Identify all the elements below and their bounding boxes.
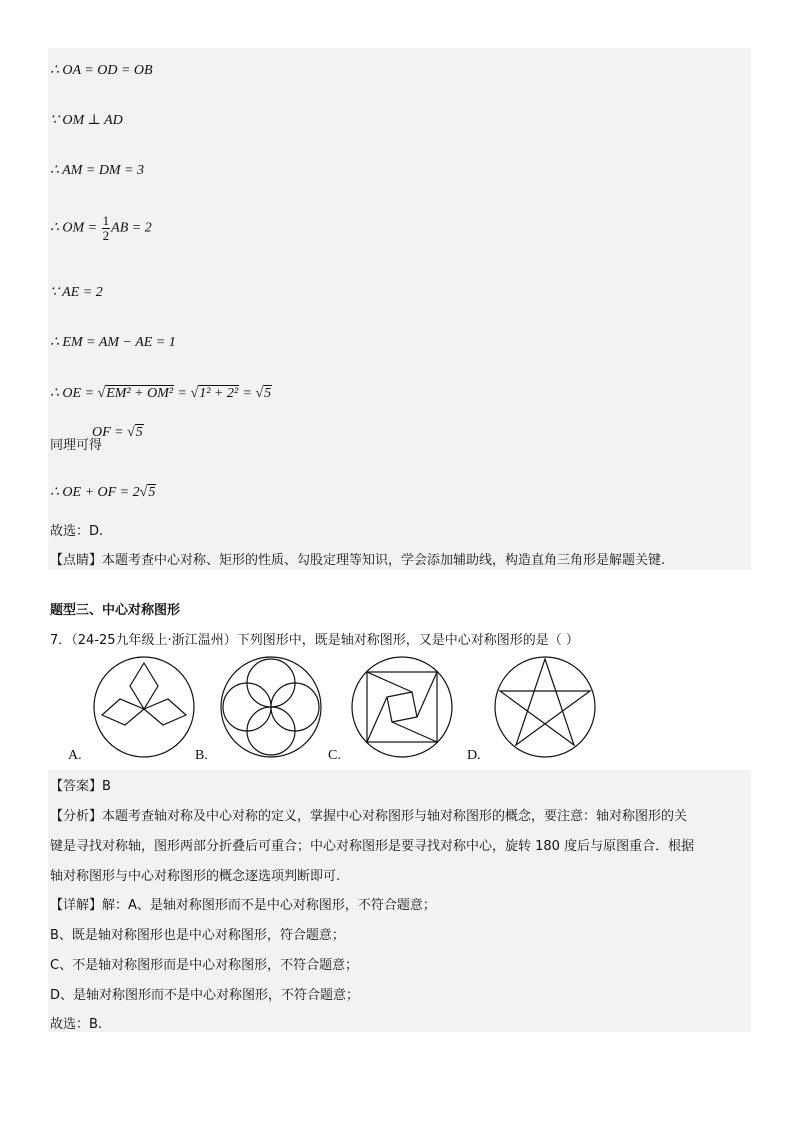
figure-c <box>352 657 452 757</box>
detail-tag: 【详解】 <box>50 898 103 913</box>
question-stem <box>50 632 579 650</box>
option-a-label[interactable]: A. <box>68 748 82 763</box>
radical-sign: √ <box>190 386 199 401</box>
l9-prefix: ∴ OE + OF = 2 <box>50 485 140 500</box>
radicand-1: EM² + OM² <box>106 386 174 401</box>
option-b-label[interactable]: B. <box>195 748 208 763</box>
figure-b <box>221 657 321 757</box>
analysis-tag: 【分析】 <box>50 809 103 824</box>
solution-line-9 <box>50 484 156 501</box>
solution-line-2: ∵ OM ⊥ AD <box>50 113 123 128</box>
option-d-label[interactable]: D. <box>467 748 481 763</box>
detail-line-3: C、不是轴对称图形而是中心对称图形，不符合题意； <box>50 958 359 973</box>
question-text: 下列图形中，既是轴对称图形，又是中心对称图形的是（ ） <box>236 633 579 648</box>
radicand-3: 5 <box>264 386 272 401</box>
analysis-line-1 <box>50 808 687 826</box>
analysis-line-2: 键是寻找对称轴，图形两部分折叠后可重合；中心对称图形是要寻找对称中心，旋转 180 度后与原图重合．根据 <box>50 839 695 854</box>
l4-prefix: ∴ OM = <box>50 220 101 236</box>
option-figures <box>0 655 800 775</box>
fraction <box>102 214 111 243</box>
fraction-denominator: 2 <box>102 228 110 243</box>
l8-math: OF = <box>92 425 128 440</box>
solution-line-3: ∴ AM = DM = 3 <box>50 163 145 178</box>
analysis-line-3: 轴对称图形与中心对称图形的概念逐选项判断即可. <box>50 869 341 884</box>
radicand-5: 5 <box>148 485 156 500</box>
solution-line-1: ∴ OA = OD = OB <box>50 63 153 78</box>
answer-line <box>50 778 111 796</box>
radical-sign: √ <box>97 386 106 401</box>
radical-sign: √ <box>255 386 264 401</box>
detail-line-2: B、既是轴对称图形也是中心对称图形，符合题意； <box>50 928 345 943</box>
figure-d <box>495 657 595 757</box>
answer-value: B <box>102 779 111 794</box>
comment-text: 本题考查中心对称、矩形的性质、勾股定理等知识，学会添加辅助线，构造直角三角形是解题关键. <box>102 553 666 568</box>
l7-eq: = <box>239 386 256 401</box>
question-number: 7． <box>50 633 72 648</box>
detail-line-4: D、是轴对称图形而不是中心对称图形，不符合题意； <box>50 988 360 1003</box>
solution-choose: 故选：D. <box>50 524 104 539</box>
radicand-2: 1² + 2² <box>199 386 239 401</box>
radicand-4: 5 <box>135 425 143 440</box>
solution-line-8-text: 同理可得 <box>50 438 103 453</box>
l7-mid: = <box>174 386 191 401</box>
answer-tag: 【答案】 <box>50 779 103 794</box>
radical-sign: √ <box>139 485 148 500</box>
solution-line-6: ∴ EM = AM − AE = 1 <box>50 335 176 350</box>
solution-comment <box>50 552 665 570</box>
radical-sign: √ <box>127 425 135 440</box>
comment-tag: 【点睛】 <box>50 553 103 568</box>
solution-line-4 <box>50 214 152 243</box>
solution-line-5: ∵ AE = 2 <box>50 285 103 300</box>
question-source: （24-25九年级上·浙江温州） <box>71 633 237 648</box>
solution-line-7 <box>50 385 272 402</box>
detail-line-1 <box>50 897 436 915</box>
l7-prefix: ∴ OE = <box>50 386 98 401</box>
option-c-label[interactable]: C. <box>328 748 341 763</box>
fraction-numerator: 1 <box>102 213 110 228</box>
l4-suffix: AB = 2 <box>111 220 152 236</box>
detail-line-5: 故选：B. <box>50 1017 103 1032</box>
figure-a <box>94 657 194 757</box>
section-title: 题型三、中心对称图形 <box>50 603 181 618</box>
analysis-text-1: 本题考查轴对称及中心对称的定义，掌握中心对称图形与轴对称图形的概念，要注意：轴对称图形的关 <box>102 809 688 824</box>
detail-text-1: 解：A、是轴对称图形而不是中心对称图形，不符合题意； <box>102 898 436 913</box>
